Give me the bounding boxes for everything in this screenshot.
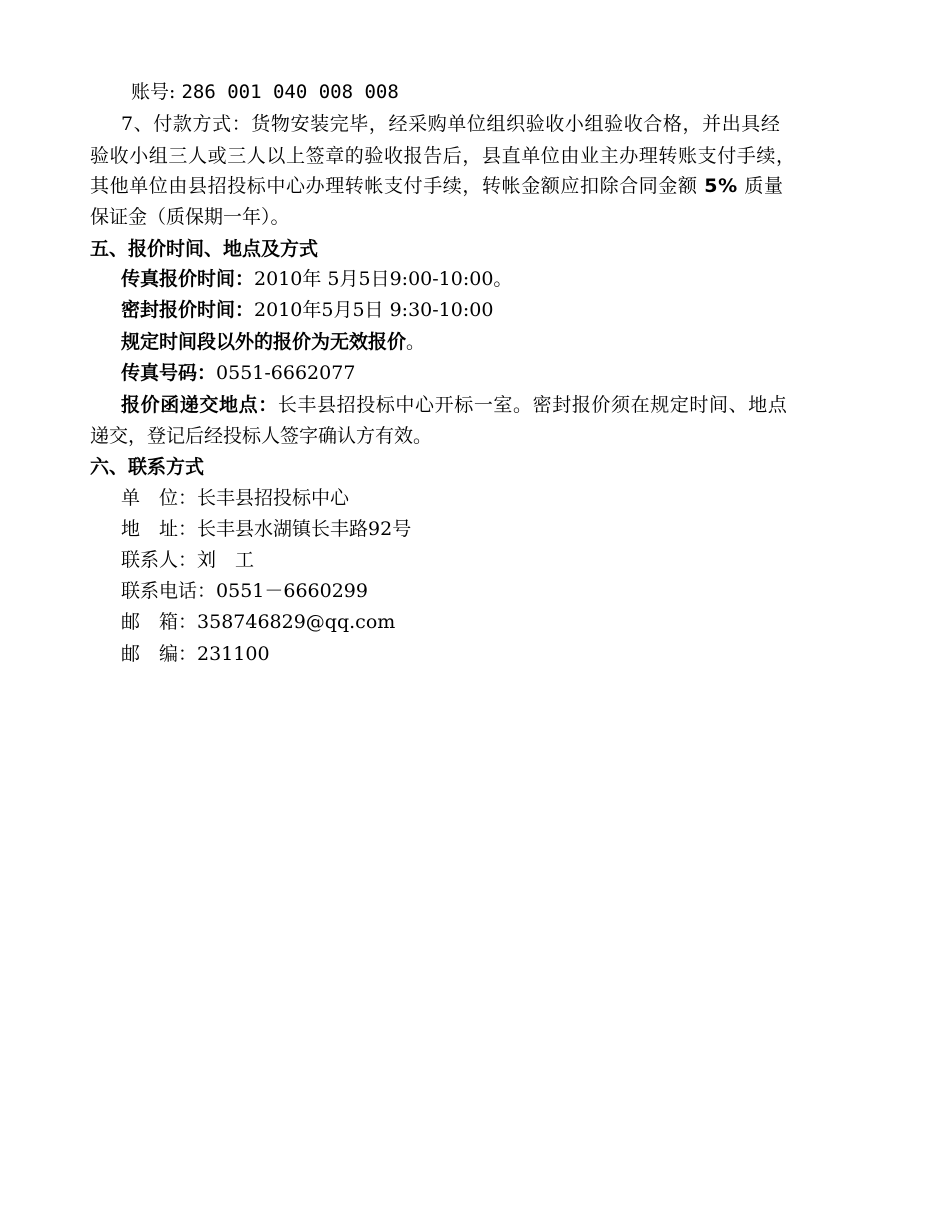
phone-line (121, 577, 881, 605)
fax-number-value: 0551-6662077 (216, 362, 356, 384)
postcode-value: 231100 (197, 643, 270, 665)
payment-line-1: 7、付款方式：货物安装完毕，经采购单位组织验收小组验收合格，并出具经 (121, 113, 781, 135)
section-5-heading: 五、报价时间、地点及方式 (90, 238, 319, 260)
payment-line-2: 验收小组三人或三人以上签章的验收报告后，县直单位由业主办理转账支付手续， (90, 145, 796, 167)
sealed-time-line (121, 296, 881, 324)
address-line (121, 515, 881, 543)
invalid-note: 规定时间段以外的报价为无效报价 (121, 331, 407, 353)
sealed-time-label: 密封报价时间： (121, 299, 255, 321)
invalid-note-line (121, 328, 881, 356)
fax-number-line (121, 359, 881, 387)
phone-value: 0551－6660299 (216, 580, 368, 602)
fax-time-label: 传真报价时间： (121, 268, 255, 290)
payment-line-3-tail: 质量 (744, 175, 784, 197)
email-line (121, 608, 881, 636)
fax-number-label: 传真号码： (121, 362, 217, 384)
payment-percent: 5% (704, 175, 738, 197)
payment-line-3-text: 其他单位由县招投标中心办理转帐支付手续，转帐金额应扣除合同金额 (90, 175, 698, 197)
fax-time-line (121, 265, 881, 293)
unit-value: 长丰县招投标中心 (197, 487, 350, 509)
unit-label: 单 位： (121, 487, 198, 509)
address-label: 地 址： (121, 518, 198, 540)
contact-line (121, 546, 881, 574)
email-label: 邮 箱： (121, 611, 198, 633)
delivery-line-1 (121, 391, 881, 419)
account-label: 账号: (131, 81, 176, 103)
account-number: 286 001 040 008 008 (181, 81, 399, 103)
unit-line (121, 484, 881, 512)
payment-line-4: 保证金（质保期一年）。 (90, 206, 290, 228)
phone-label: 联系电话： (121, 580, 217, 602)
account-line (131, 78, 881, 106)
postcode-label: 邮 编： (121, 643, 198, 665)
email-value: 358746829@qq.com (197, 611, 396, 633)
postcode-line (121, 640, 881, 668)
sealed-time-value: 2010年5月5日 9:30-10:00 (254, 299, 494, 321)
contact-label: 联系人： (121, 549, 198, 571)
contact-value: 刘 工 (197, 549, 255, 571)
invalid-note-tail: 。 (406, 331, 426, 353)
payment-line-3 (90, 172, 880, 200)
address-value: 长丰县水湖镇长丰路92号 (197, 518, 412, 540)
delivery-label: 报价函递交地点： (121, 394, 278, 416)
delivery-line-2: 递交，登记后经投标人签字确认方有效。 (90, 425, 433, 447)
section-6-heading: 六、联系方式 (90, 456, 205, 478)
delivery-value: 长丰县招投标中心开标一室。密封报价须在规定时间、地点 (277, 394, 788, 416)
fax-time-value: 2010年 5月5日9:00-10:00。 (254, 268, 513, 290)
